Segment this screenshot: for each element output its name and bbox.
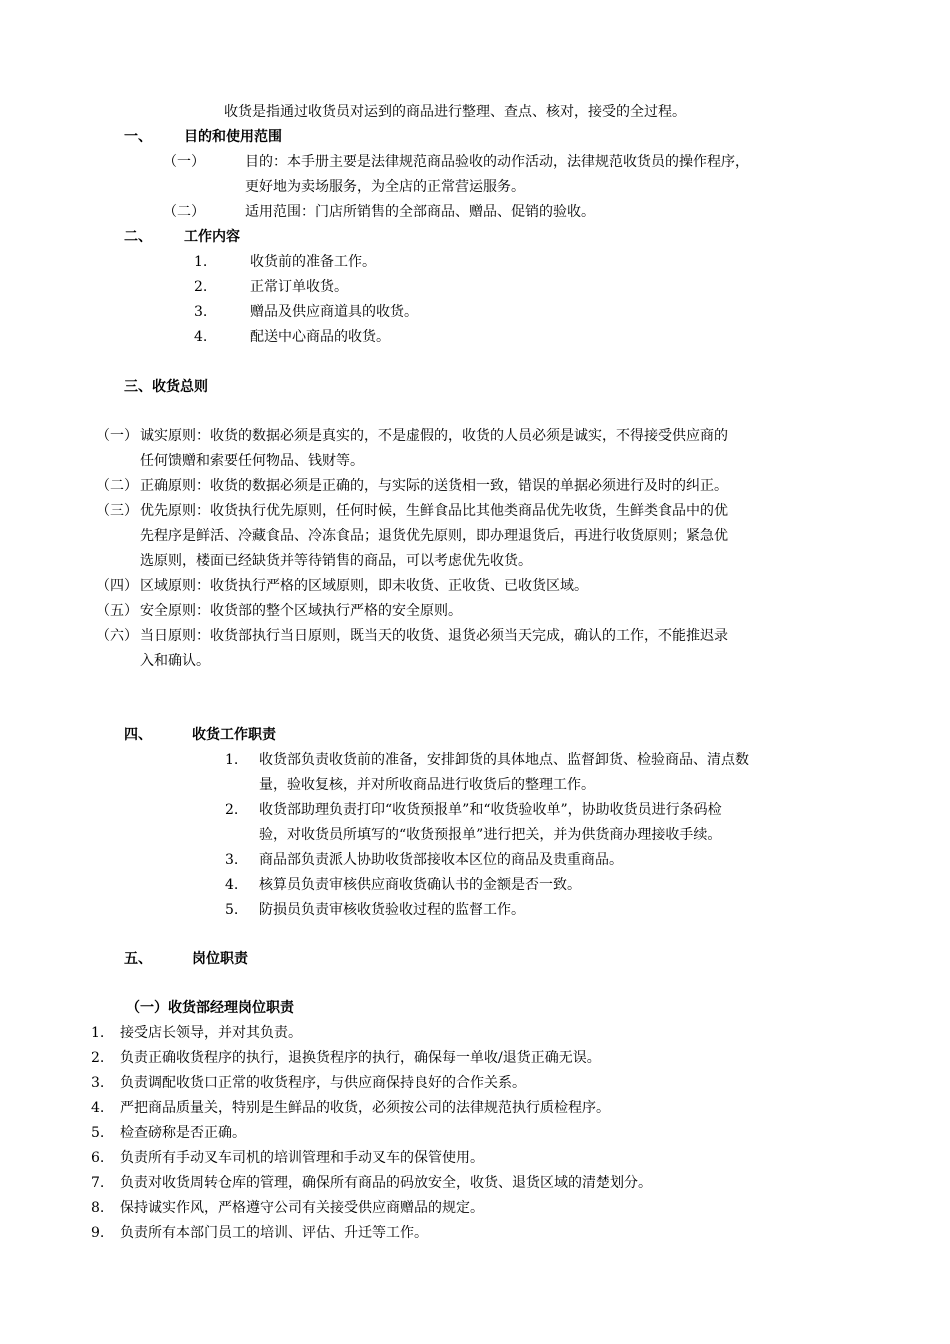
s5-item-4-number: 4.	[91, 1100, 105, 1116]
s4-item-2-number: 2.	[225, 802, 239, 818]
s2-item-1-number: 1.	[194, 254, 208, 270]
s3-p2-line-1: 正确原则：收货的数据必须是正确的，与实际的送货相一致，错误的单据必须进行及时的纠正。	[140, 478, 728, 494]
section-2-number: 二、	[124, 229, 152, 245]
s1-item-1-line-1: 目的：本手册主要是法律规范商品验收的动作活动，法律规范收货员的操作程序，	[245, 154, 749, 170]
s4-item-1-line-1: 收货部负责收货前的准备，安排卸货的具体地点、监督卸货、检验商品、清点数	[259, 752, 749, 768]
s3-p4-tag: （四）	[96, 578, 138, 594]
section-4-number: 四、	[124, 727, 152, 743]
section-5-title: 岗位职责	[192, 951, 248, 967]
s5-item-8-text: 保持诚实作风，严格遵守公司有关接受供应商赠品的规定。	[120, 1200, 484, 1216]
section-1-title: 目的和使用范围	[184, 129, 282, 145]
s2-item-1-text: 收货前的准备工作。	[250, 254, 376, 270]
s5-item-7-text: 负责对收货周转仓库的管理，确保所有商品的码放安全，收货、退货区域的清楚划分。	[120, 1175, 652, 1191]
s5-item-6-text: 负责所有手动叉车司机的培训管理和手动叉车的保管使用。	[120, 1150, 484, 1166]
s5-item-3-number: 3.	[91, 1075, 105, 1091]
s5-item-8-number: 8.	[91, 1200, 105, 1216]
s3-p5-tag: （五）	[96, 603, 138, 619]
section-1-number: 一、	[124, 129, 152, 145]
s4-item-1-line-2: 量，验收复核，并对所收商品进行收货后的整理工作。	[259, 777, 595, 793]
s2-item-4-number: 4.	[194, 329, 208, 345]
s2-item-2-text: 正常订单收货。	[250, 279, 348, 295]
s3-p1-line-2: 任何馈赠和索要任何物品、钱财等。	[140, 453, 364, 469]
intro-paragraph: 收货是指通过收货员对运到的商品进行整理、查点、核对，接受的全过程。	[224, 104, 686, 120]
s2-item-3-text: 赠品及供应商道具的收货。	[250, 304, 418, 320]
s3-p6-line-1: 当日原则：收货部执行当日原则，既当天的收货、退货必须当天完成，确认的工作，不能推迟录	[140, 628, 728, 644]
s3-p1-tag: （一）	[96, 428, 138, 444]
s5-item-7-number: 7.	[91, 1175, 105, 1191]
section-3-title: 三、收货总则	[124, 379, 208, 395]
s2-item-3-number: 3.	[194, 304, 208, 320]
s4-item-5-number: 5.	[225, 902, 239, 918]
s3-p3-line-2: 先程序是鲜活、冷藏食品、冷冻食品；退货优先原则，即办理退货后，再进行收货原则；紧急优	[140, 528, 728, 544]
s3-p2-tag: （二）	[96, 478, 138, 494]
s5-item-6-number: 6.	[91, 1150, 105, 1166]
s4-item-2-line-1: 收货部助理负责打印“收货预报单”和“收货验收单”，协助收货员进行条码检	[259, 802, 722, 818]
s5-item-3-text: 负责调配收货口正常的收货程序，与供应商保持良好的合作关系。	[120, 1075, 526, 1091]
s5-item-9-number: 9.	[91, 1225, 105, 1241]
s3-p6-tag: （六）	[96, 628, 138, 644]
s5-item-1-number: 1.	[91, 1025, 105, 1041]
s2-item-2-number: 2.	[194, 279, 208, 295]
s3-p3-line-3: 选原则，楼面已经缺货并等待销售的商品，可以考虑优先收货。	[140, 553, 532, 569]
s5-item-2-number: 2.	[91, 1050, 105, 1066]
s4-item-3-number: 3.	[225, 852, 239, 868]
section-5-number: 五、	[124, 951, 152, 967]
s3-p4-line-1: 区域原则：收货执行严格的区域原则，即未收货、正收货、已收货区域。	[140, 578, 588, 594]
s3-p3-tag: （三）	[96, 503, 138, 519]
s2-item-4-text: 配送中心商品的收货。	[250, 329, 390, 345]
s4-item-2-line-2: 验，对收货员所填写的“收货预报单”进行把关，并为供货商办理接收手续。	[259, 827, 722, 843]
s4-item-5-line-1: 防损员负责审核收货验收过程的监督工作。	[259, 902, 525, 918]
s5-item-2-text: 负责正确收货程序的执行，退换货程序的执行，确保每一单收/退货正确无误。	[120, 1050, 601, 1066]
section-4-title: 收货工作职责	[192, 727, 276, 743]
s4-item-4-line-1: 核算员负责审核供应商收货确认书的金额是否一致。	[259, 877, 581, 893]
s5-item-1-text: 接受店长领导，并对其负责。	[120, 1025, 302, 1041]
s3-p5-line-1: 安全原则：收货部的整个区域执行严格的安全原则。	[140, 603, 462, 619]
s3-p3-line-1: 优先原则：收货执行优先原则，任何时候，生鲜食品比其他类商品优先收货，生鲜类食品中的优	[140, 503, 728, 519]
s1-item-2-line-1: 适用范围：门店所销售的全部商品、赠品、促销的验收。	[245, 204, 595, 220]
s5-item-5-text: 检查磅称是否正确。	[120, 1125, 246, 1141]
s3-p1-line-1: 诚实原则：收货的数据必须是真实的，不是虚假的，收货的人员必须是诚实，不得接受供应商的	[140, 428, 728, 444]
section-2-title: 工作内容	[184, 229, 240, 245]
section-5-subtitle: （一）收货部经理岗位职责	[126, 1000, 294, 1016]
s1-item-2-tag: （二）	[163, 204, 205, 220]
s3-p6-line-2: 入和确认。	[140, 653, 210, 669]
s1-item-1-line-2: 更好地为卖场服务，为全店的正常营运服务。	[245, 179, 525, 195]
s5-item-4-text: 严把商品质量关，特别是生鲜品的收货，必须按公司的法律规范执行质检程序。	[120, 1100, 610, 1116]
s1-item-1-tag: （一）	[163, 154, 205, 170]
s4-item-4-number: 4.	[225, 877, 239, 893]
s5-item-9-text: 负责所有本部门员工的培训、评估、升迁等工作。	[120, 1225, 428, 1241]
s5-item-5-number: 5.	[91, 1125, 105, 1141]
s4-item-1-number: 1.	[225, 752, 239, 768]
s4-item-3-line-1: 商品部负责派人协助收货部接收本区位的商品及贵重商品。	[259, 852, 623, 868]
